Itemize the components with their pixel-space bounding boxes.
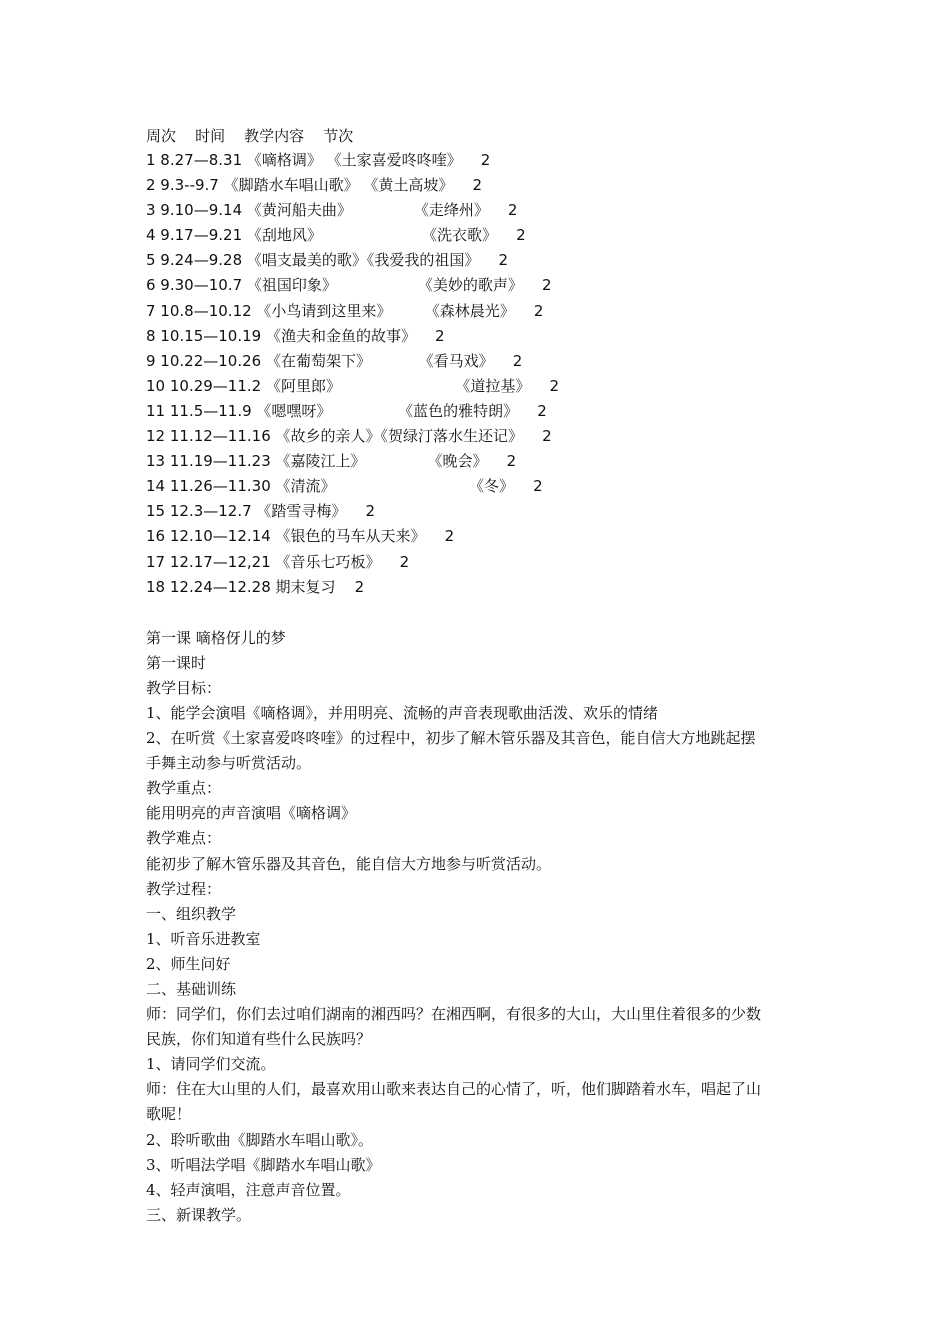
section-heading: 教学过程： (146, 879, 222, 898)
lesson-period: 第一课时 (146, 653, 207, 672)
schedule-row: 18 12.24—12.28 期末复习 2 (146, 577, 365, 596)
paragraph-line: 三、新课教学。 (146, 1205, 252, 1224)
schedule-row: 5 9.24—9.28 《唱支最美的歌》《我爱我的祖国》 2 (146, 251, 508, 270)
lesson-title: 第一课 嘀格伢儿的梦 (146, 628, 286, 647)
section-spacer (146, 600, 826, 626)
paragraph-line: 歌呢！ (146, 1105, 192, 1124)
paragraph-line: 师：住在大山里的人们，最喜欢用山歌来表达自己的心情了，听，他们脚踏着水车，唱起了山 (146, 1080, 762, 1099)
schedule-row: 4 9.17—9.21 《刮地风》 《洗衣歌》 2 (146, 226, 526, 245)
schedule-row: 11 11.5—11.9 《嗯嘿呀》 《蓝色的雅特朗》 2 (146, 401, 547, 420)
paragraph-line: 二、基础训练 (146, 980, 237, 998)
schedule-row: 2 9.3--9.7 《脚踏水车唱山歌》 《黄土高坡》 2 (146, 176, 483, 195)
section-heading: 教学难点： (146, 829, 222, 848)
schedule-table (146, 148, 826, 600)
paragraph-line: 3、听唱法学唱《脚踏水车唱山歌》 (146, 1155, 381, 1174)
paragraph-line: 4、轻声演唱，注意声音位置。 (146, 1180, 351, 1199)
schedule-row: 9 10.22—10.26 《在葡萄架下》 《看马戏》 2 (146, 351, 523, 370)
schedule-row: 8 10.15—10.19 《渔夫和金鱼的故事》 2 (146, 326, 445, 345)
lesson-plan (146, 626, 826, 1228)
schedule-row: 14 11.26—11.30 《清流》 《冬》 2 (146, 477, 543, 496)
schedule-row: 12 11.12—11.16 《故乡的亲人》《贺绿汀落水生还记》 2 (146, 427, 552, 446)
paragraph-line: 能用明亮的声音演唱《嘀格调》 (146, 804, 357, 823)
paragraph-line: 1、能学会演唱《嘀格调》，并用明亮、流畅的声音表现歌曲活泼、欢乐的情绪 (146, 703, 659, 722)
paragraph-line: 一、组织教学 (146, 904, 237, 923)
schedule-row: 10 10.29—11.2 《阿里郎》 《道拉基》 2 (146, 376, 560, 395)
section-heading: 教学目标： (146, 678, 222, 697)
paragraph-line: 2、聆听歌曲《脚踏水车唱山歌》。 (146, 1130, 374, 1149)
schedule-row: 1 8.27—8.31 《嘀格调》 《土家喜爱咚咚喹》 2 (146, 151, 491, 169)
paragraph-line: 1、听音乐进教室 (146, 929, 261, 948)
paragraph-line: 手舞主动参与听赏活动。 (146, 754, 312, 773)
schedule-header: 周次 时间 教学内容 节次 (146, 127, 354, 145)
paragraph-line: 师：同学们，你们去过咱们湖南的湘西吗？在湘西啊，有很多的大山，大山里住着很多的少数 (146, 1005, 762, 1024)
schedule-row: 15 12.3—12.7 《踏雪寻梅》 2 (146, 502, 376, 521)
paragraph-line: 2、师生问好 (146, 954, 231, 973)
section-heading: 教学重点： (146, 779, 222, 798)
paragraph-line: 民族，你们知道有些什么民族吗？ (146, 1030, 372, 1049)
schedule-row: 6 9.30—10.7 《祖国印象》 《美妙的歌声》 2 (146, 276, 552, 295)
document-page (146, 124, 826, 1228)
schedule-row: 3 9.10—9.14 《黄河船夫曲》 《走绛州》 2 (146, 201, 518, 220)
paragraph-line: 能初步了解木管乐器及其音色，能自信大方地参与听赏活动。 (146, 854, 552, 873)
schedule-row: 7 10.8—10.12 《小鸟请到这里来》 《森林晨光》 2 (146, 301, 544, 320)
schedule-row: 13 11.19—11.23 《嘉陵江上》 《晚会》 2 (146, 452, 517, 471)
paragraph-line: 2、在听赏《土家喜爱咚咚喹》的过程中，初步了解木管乐器及其音色，能自信大方地跳起摆 (146, 729, 756, 748)
schedule-row: 17 12.17—12,21 《音乐七巧板》 2 (146, 552, 410, 571)
paragraph-line: 1、请同学们交流。 (146, 1055, 276, 1074)
schedule-row: 16 12.10—12.14 《银色的马车从天来》 2 (146, 527, 455, 546)
